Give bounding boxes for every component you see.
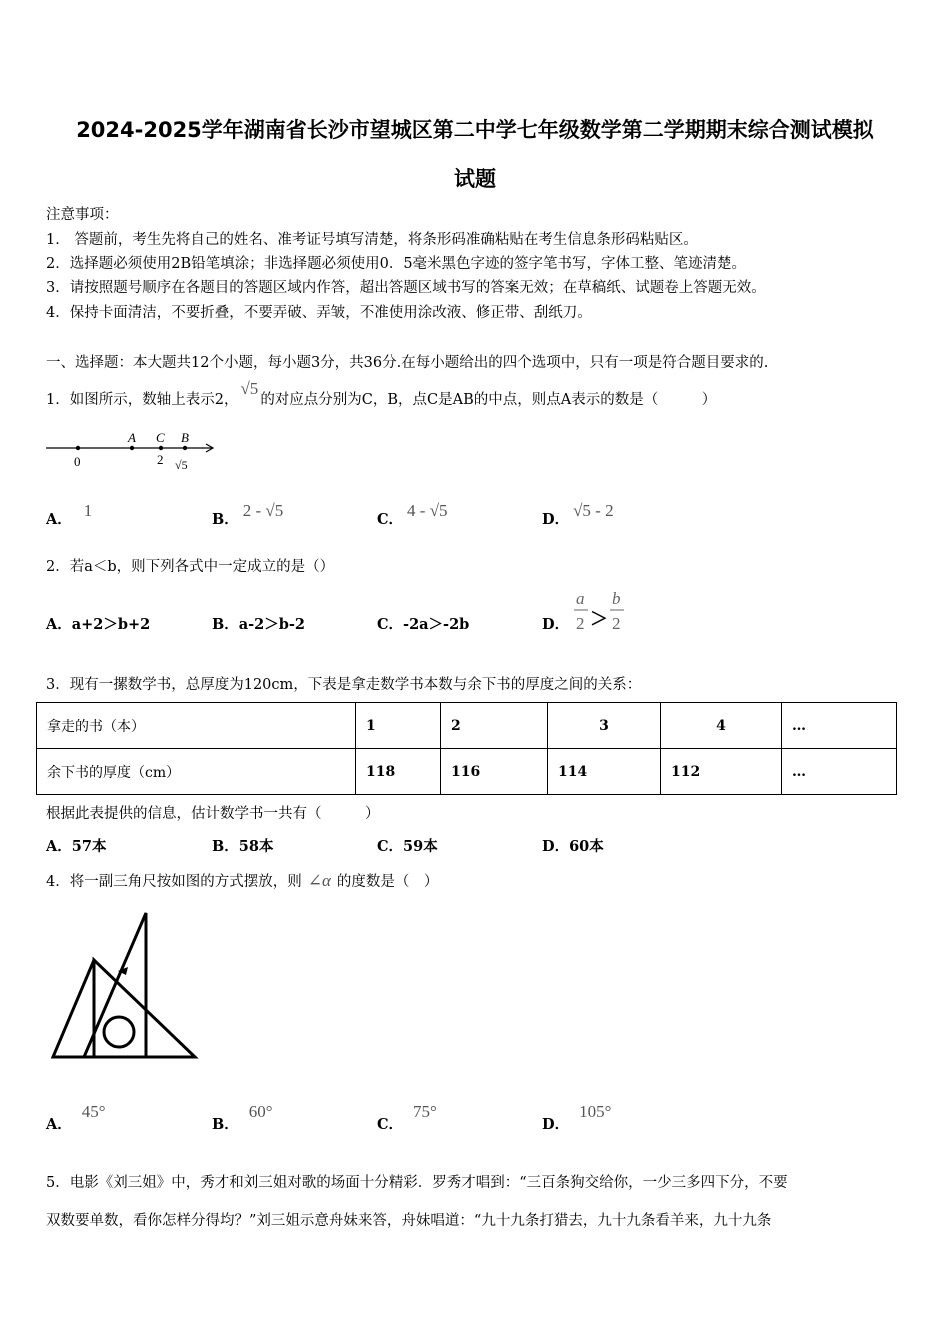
option-d[interactable]: D．60本 bbox=[542, 838, 604, 855]
question-number: 1． bbox=[46, 392, 70, 408]
table-cell: 3 bbox=[548, 703, 661, 749]
label-2: 2 bbox=[157, 452, 164, 467]
option-a[interactable]: A．a+2＞b+2 bbox=[46, 616, 151, 633]
label-0: 0 bbox=[74, 454, 81, 469]
table-cell: 114 bbox=[548, 749, 661, 795]
notice-item: 2．选择题必须使用2B铅笔填涂；非选择题必须使用0．5毫米黑色字迹的签字笔书写，字体工整、笔迹清楚。 bbox=[46, 256, 747, 272]
option-b[interactable]: B．60° bbox=[212, 1102, 273, 1133]
notice-item: 1． 答题前，考生先将自己的姓名、准考证号填写清楚，将条形码准确粘贴在考生信息条形码粘贴区。 bbox=[46, 232, 698, 248]
question-2 bbox=[46, 555, 334, 576]
option-a[interactable]: A．45° bbox=[46, 1102, 106, 1133]
label-B: B bbox=[181, 430, 189, 445]
svg-text:＞: ＞ bbox=[590, 609, 608, 630]
point-0 bbox=[76, 446, 80, 450]
question-text: 将一副三角尺按如图的方式摆放，则 bbox=[69, 874, 302, 890]
notice-header: 注意事项： bbox=[46, 207, 119, 223]
svg-text:b: b bbox=[612, 589, 621, 608]
label-A: A bbox=[128, 430, 136, 445]
table-cell: 拿走的书（本） bbox=[37, 703, 356, 749]
page-title-continued: 试题 bbox=[454, 167, 496, 191]
sqrt5-symbol: √5 bbox=[240, 379, 259, 398]
table-row bbox=[37, 749, 897, 795]
table-cell: 2 bbox=[441, 703, 548, 749]
question-text: 电影《刘三姐》中，秀才和刘三姐对歌的场面十分精彩．罗秀才唱到：“三百条狗交给你，一少三多四下分，不要 bbox=[69, 1175, 788, 1191]
option-b[interactable]: B． 2 - √5 bbox=[212, 501, 284, 528]
hole-circle bbox=[104, 1017, 134, 1047]
option-a[interactable]: A． 1 bbox=[46, 501, 93, 528]
question-1 bbox=[46, 379, 717, 409]
svg-text:2: 2 bbox=[576, 614, 585, 633]
question-number: 2． bbox=[46, 559, 70, 575]
option-a[interactable]: A．57本 bbox=[46, 838, 107, 855]
question-text: 如图所示，数轴上表示2， bbox=[69, 392, 239, 408]
question-3 bbox=[46, 673, 641, 694]
label-sqrt5: √5 bbox=[175, 458, 188, 472]
question-number: 4． bbox=[46, 874, 70, 890]
notice-item: 3．请按照题号顺序在各题目的答题区域内作答，超出答题区域书写的答案无效；在草稿纸、试题卷上答题无效。 bbox=[46, 280, 766, 296]
question-4 bbox=[46, 870, 438, 891]
question-5 bbox=[46, 1171, 788, 1192]
option-b[interactable]: B．58本 bbox=[212, 838, 274, 855]
option-d[interactable]: D． √5 - 2 bbox=[542, 501, 614, 528]
table-cell: … bbox=[782, 749, 897, 795]
point-C bbox=[159, 446, 163, 450]
fraction-inequality bbox=[570, 586, 630, 636]
point-A bbox=[130, 446, 134, 450]
question-text: 现有一摞数学书，总厚度为120cm，下表是拿走数学书本数与余下书的厚度之间的关系： bbox=[69, 677, 642, 693]
table-cell: 118 bbox=[356, 749, 441, 795]
point-B bbox=[183, 446, 187, 450]
triangle-rulers-figure bbox=[48, 905, 208, 1065]
question-text: 的度数是（ ） bbox=[336, 874, 439, 890]
option-d[interactable]: D．105° bbox=[542, 1102, 612, 1133]
question-5-continued: 双数要单数，看你怎样分得均？”刘三姐示意舟妹来答，舟妹唱道：“九十九条打猎去，九十九条看羊来，九十九条 bbox=[46, 1213, 772, 1229]
table-cell: … bbox=[782, 703, 897, 749]
option-d[interactable]: D． bbox=[542, 616, 570, 633]
option-c[interactable]: C．59本 bbox=[377, 838, 438, 855]
table-cell: 余下书的厚度（cm） bbox=[37, 749, 356, 795]
option-c[interactable]: C．75° bbox=[377, 1102, 437, 1133]
label-C: C bbox=[156, 430, 165, 445]
option-c[interactable]: C． 4 - √5 bbox=[377, 501, 448, 528]
question-text: 的对应点分别为C，B，点C是AB的中点，则点A表示的数是（ ） bbox=[260, 392, 717, 408]
question-followup: 根据此表提供的信息，估计数学书一共有（ ） bbox=[46, 806, 380, 822]
table-cell: 4 bbox=[661, 703, 782, 749]
svg-text:a: a bbox=[576, 589, 585, 608]
question-number: 5． bbox=[46, 1175, 70, 1191]
option-b[interactable]: B．a-2＞b-2 bbox=[212, 616, 306, 633]
number-line-figure bbox=[44, 428, 224, 476]
table-cell: 1 bbox=[356, 703, 441, 749]
angle-alpha-symbol: ∠α bbox=[307, 871, 331, 890]
data-table bbox=[36, 702, 897, 795]
table-cell: 112 bbox=[661, 749, 782, 795]
question-text: 若a＜b，则下列各式中一定成立的是（） bbox=[69, 559, 335, 575]
page-title: 2024-2025学年湖南省长沙市望城区第二中学七年级数学第二学期期末综合测试模拟 bbox=[76, 118, 874, 142]
table-row bbox=[37, 703, 897, 749]
svg-text:2: 2 bbox=[612, 614, 621, 633]
notice-item: 4．保持卡面清洁，不要折叠，不要弄破、弄皱，不准使用涂改液、修正带、刮纸刀。 bbox=[46, 305, 592, 321]
section-heading: 一、选择题：本大题共12个小题，每小题3分，共36分.在每小题给出的四个选项中，只有一项是符合题目要求的. bbox=[46, 355, 769, 371]
option-c[interactable]: C．-2a＞-2b bbox=[377, 616, 470, 633]
table-cell: 116 bbox=[441, 749, 548, 795]
question-number: 3． bbox=[46, 677, 70, 693]
